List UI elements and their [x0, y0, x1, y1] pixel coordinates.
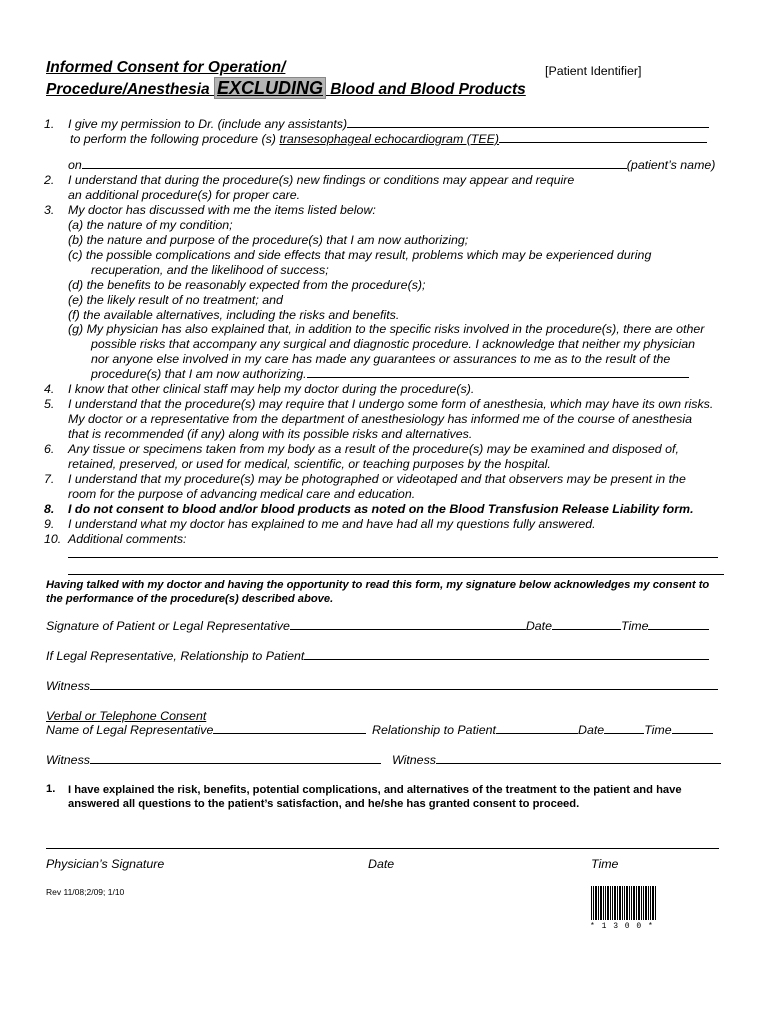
- item-3c-a: (c) the possible complications and side effects that may result, problems which may be experienced during: [68, 248, 652, 262]
- item-7-line-b: room for the purpose of advancing medical care and education.: [68, 487, 416, 501]
- title-line-2: [46, 78, 526, 100]
- acknowledgement: [46, 578, 709, 606]
- item-3g-a: (g) My physician has also explained that, in addition to the specific risks involved in the procedure(s), there are other: [68, 322, 705, 336]
- physician-statement: [68, 783, 682, 811]
- title-line-1-text: Informed Consent for Operation/: [46, 59, 286, 76]
- verbal-witness-field-1[interactable]: [90, 762, 381, 764]
- item-2-line-a: I understand that during the procedure(s) new findings or conditions may appear and require: [68, 173, 575, 187]
- time-field[interactable]: [648, 628, 709, 630]
- verbal-time-label: Time: [644, 723, 672, 737]
- patient-identifier: [Patient Identifier]: [545, 64, 642, 78]
- verbal-witness-label-2: Witness: [392, 753, 436, 767]
- item-1-line-a: [68, 117, 709, 132]
- item-3-line: My doctor has discussed with me the items listed below:: [68, 203, 376, 217]
- item-3g-c: nor anyone else involved in my care has made any guarantees or assurances to me as to the result of the: [91, 352, 671, 366]
- verbal-witness-field-2[interactable]: [436, 762, 721, 764]
- item-8-line: I do not consent to blood and/or blood products as noted on the Blood Transfusion Release Liability form.: [68, 502, 694, 516]
- item-3b: (b) the nature and purpose of the procedure(s) that I am now authorizing;: [68, 233, 469, 247]
- item-1-line-b: [70, 132, 707, 147]
- item-number: 8.: [44, 502, 55, 516]
- item-4-line: I know that other clinical staff may help my doctor during the procedure(s).: [68, 382, 475, 396]
- item-1-text-a: I give my permission to Dr. (include any assistants): [68, 117, 348, 131]
- barcode-icon: [591, 886, 657, 922]
- relationship-row: [46, 649, 709, 663]
- procedure-name: transesophageal echocardiogram (TEE): [279, 132, 500, 146]
- patient-name-label: (patient’s name): [626, 158, 716, 172]
- item-number: 9.: [44, 517, 55, 531]
- item-9-line: I understand what my doctor has explained to me and have had all my questions fully answered.: [68, 517, 596, 531]
- item-5-line-c: that is recommended (if any) along with its possible risks and alternatives.: [68, 427, 473, 441]
- verbal-relationship-row: [372, 723, 713, 737]
- barcode-text: * 1 3 0 0 *: [590, 922, 654, 931]
- relationship-label: If Legal Representative, Relationship to Patient: [46, 649, 305, 663]
- item-number: 5.: [44, 397, 55, 411]
- item-3g-d: [91, 367, 689, 382]
- item-number: 10.: [44, 532, 62, 546]
- item-5-line-b: My doctor or a representative from the department of anesthesiology has informed me of the course of anesthesia: [68, 412, 692, 426]
- item-3a: (a) the nature of my condition;: [68, 218, 233, 232]
- title-line-2-post: Blood and Blood Products: [326, 81, 526, 98]
- physician-date-label: Date: [368, 857, 395, 871]
- verbal-relationship-field[interactable]: [496, 732, 578, 734]
- verbal-date-label: Date: [578, 723, 605, 737]
- title-line-1: [46, 57, 285, 78]
- item-number: 6.: [44, 442, 55, 456]
- item-1-on: on: [68, 158, 82, 172]
- item-3c-b: recuperation, and the likelihood of success;: [91, 263, 329, 277]
- verbal-relationship-label: Relationship to Patient: [372, 723, 496, 737]
- item-3f: (f) the available alternatives, including the risks and benefits.: [68, 308, 400, 322]
- witness-row: [46, 679, 718, 693]
- item-6-line-a: Any tissue or specimens taken from my body as a result of the procedure(s) may be examined and disposed of,: [68, 442, 679, 456]
- verbal-consent-heading: Verbal or Telephone Consent: [46, 709, 207, 723]
- title-line-2-pre: Procedure/Anesthesia: [46, 81, 214, 98]
- date-field[interactable]: [552, 628, 621, 630]
- revision-note: Rev 11/08;2/09; 1/10: [46, 887, 125, 897]
- witness-field[interactable]: [90, 688, 718, 690]
- physician-statement-line-1: I have explained the risk, benefits, potential complications, and alternatives of the treatment to the patient and have: [68, 784, 682, 796]
- physician-statement-line-2: answered all questions to the patient’s satisfaction, and he/she has granted consent to proceed.: [68, 798, 580, 810]
- item-1-line-c: [68, 158, 715, 173]
- authorizing-field[interactable]: [307, 376, 689, 378]
- item-3g-d-text: procedure(s) that I am now authorizing.: [91, 367, 307, 381]
- procedure-field[interactable]: [499, 141, 707, 143]
- item-number: 1.: [44, 117, 55, 131]
- time-label: Time: [621, 619, 649, 633]
- item-2-line-b: an additional procedure(s) for proper care.: [68, 188, 301, 202]
- acknowledgement-line-2: the performance of the procedure(s) described above.: [46, 593, 334, 605]
- patient-signature-row: [46, 619, 709, 633]
- patient-signature-label: Signature of Patient or Legal Representative: [46, 619, 290, 633]
- date-label: Date: [525, 619, 553, 633]
- item-3d: (d) the benefits to be reasonably expected from the procedure(s);: [68, 278, 426, 292]
- item-6-line-b: retained, preserved, or used for medical, scientific, or teaching purposes by the hospital.: [68, 457, 551, 471]
- item-number: 3.: [44, 203, 55, 217]
- witness-label: Witness: [46, 679, 90, 693]
- verbal-witness-label-1: Witness: [46, 753, 90, 767]
- physician-signature-field[interactable]: [46, 848, 719, 849]
- physician-signature-label: Physician’s Signature: [46, 857, 165, 871]
- item-10-line: Additional comments:: [68, 532, 187, 546]
- legal-rep-row: [46, 723, 366, 737]
- patient-name-field[interactable]: [82, 167, 627, 169]
- verbal-witness-row-2: [392, 753, 721, 767]
- legal-rep-field[interactable]: [213, 732, 366, 734]
- patient-signature-field[interactable]: [290, 628, 526, 630]
- item-5-line-a: I understand that the procedure(s) may require that I undergo some form of anesthesia, which may have its own risks.: [68, 397, 714, 411]
- doctor-name-field[interactable]: [347, 126, 709, 128]
- verbal-date-field[interactable]: [604, 732, 644, 734]
- verbal-witness-row-1: [46, 753, 381, 767]
- comments-field-2[interactable]: [68, 574, 724, 575]
- legal-rep-label: Name of Legal Representative: [46, 723, 214, 737]
- verbal-time-field[interactable]: [672, 732, 713, 734]
- item-1-text-b: to perform the following procedure (s): [70, 132, 280, 146]
- title-excluding: EXCLUDING: [214, 77, 326, 99]
- item-7-line-a: I understand that my procedure(s) may be photographed or videotaped and that observers may be present in the: [68, 472, 686, 486]
- item-number: 2.: [44, 173, 55, 187]
- item-number: 4.: [44, 382, 55, 396]
- item-3g-b: possible risks that accompany any surgical and diagnostic procedure. I acknowledge that neither my physician: [91, 337, 696, 351]
- item-number: 7.: [44, 472, 55, 486]
- physician-num: 1.: [46, 783, 56, 795]
- comments-field[interactable]: [68, 557, 718, 558]
- relationship-field[interactable]: [304, 658, 709, 660]
- item-3e: (e) the likely result of no treatment; and: [68, 293, 283, 307]
- acknowledgement-line-1: Having talked with my doctor and having the opportunity to read this form, my signature below acknowledges my consent to: [46, 579, 710, 591]
- physician-time-label: Time: [591, 857, 619, 871]
